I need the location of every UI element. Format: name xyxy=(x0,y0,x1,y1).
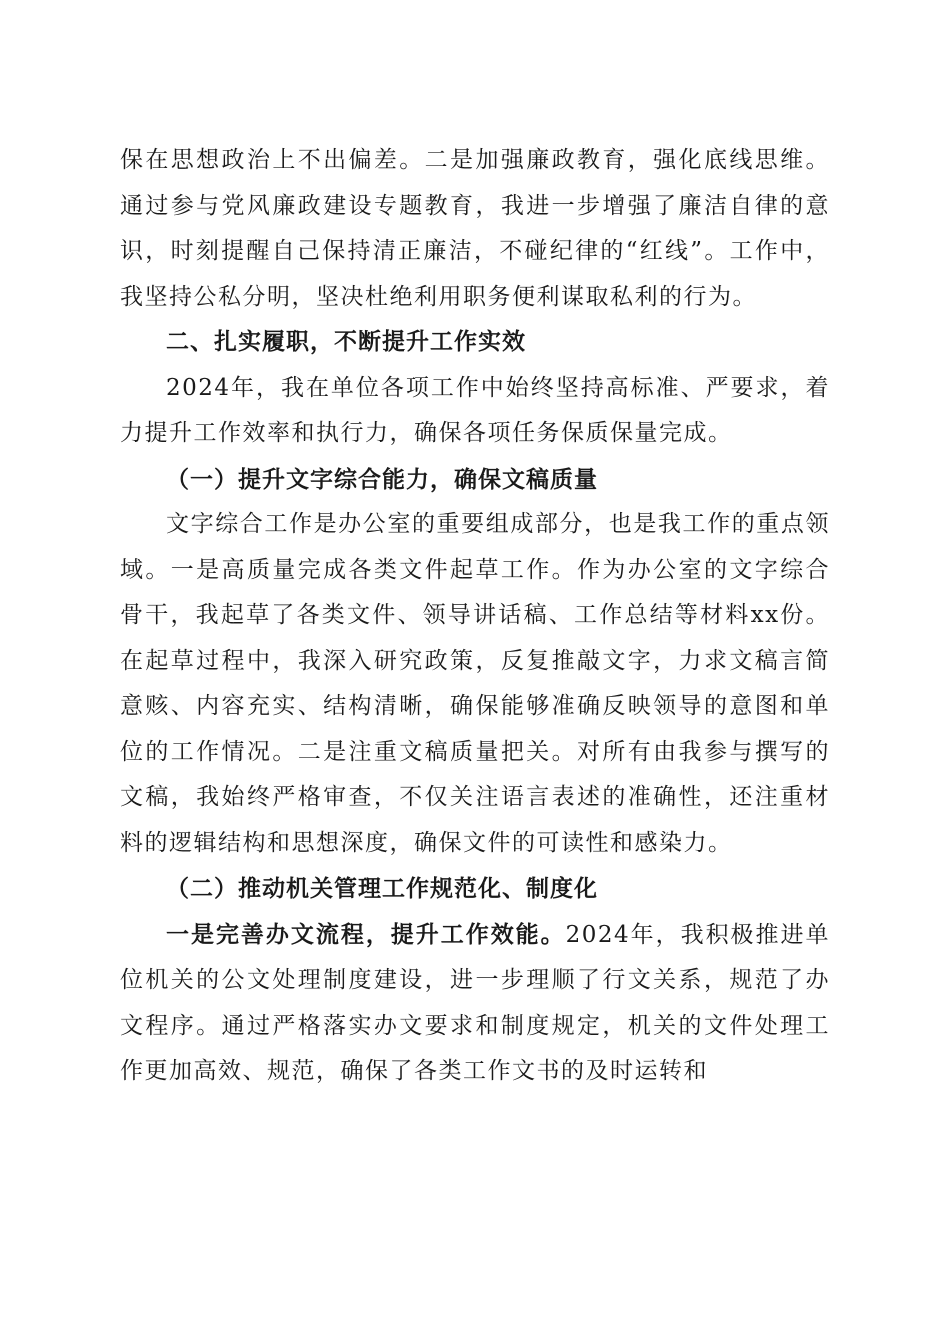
paragraph-lead-phrase: 一是完善办文流程，提升工作效能。 xyxy=(166,920,566,948)
paragraph-integrity-education: 保在思想政治上不出偏差。二是加强廉政教育，强化底线思维。通过参与党风廉政建设专题教育，我进一步增强了廉洁自律的意识，时刻提醒自己保持清正廉洁，不碰纪律的“红线”。工作中，我坚持公私分明，坚决杜绝利用职务便利谋取私利的行为。 xyxy=(120,147,830,310)
document-page xyxy=(120,138,830,1095)
paragraph-writing-work: 文字综合工作是办公室的重要组成部分，也是我工作的重点领域。一是高质量完成各类文件起草工作。作为办公室的文字综合骨干，我起草了各类文件、领导讲话稿、工作总结等材料xx份。在起草过程中，我深入研究政策，反复推敲文字，力求文稿言简意赅、内容充实、结构清晰，确保能够准确反映领导的意图和单位的工作情况。二是注重文稿质量把关。对所有由我参与撰写的文稿，我始终严格审查，不仅关注语言表述的准确性，还注重材料的逻辑结构和思想深度，确保文件的可读性和感染力。 xyxy=(120,511,830,856)
subheading-writing-ability: （一）提升文字综合能力，确保文稿质量 xyxy=(166,465,598,493)
subheading-management-standardization: （二）推动机关管理工作规范化、制度化 xyxy=(166,875,598,902)
paragraph-document-process xyxy=(120,912,830,1095)
paragraph-2024-summary: 2024年，我在单位各项工作中始终坚持高标准、严要求，着力提升工作效率和执行力，确保各项任务保质保量完成。 xyxy=(120,374,830,446)
section-heading-2: 二、扎实履职，不断提升工作实效 xyxy=(166,329,526,355)
paragraph-body-text: 2024年，我积极推进单位机关的公文处理制度建设，进一步理顺了行文关系，规范了办文程序。通过严格落实办文要求和制度规定，机关的文件处理工作更加高效、规范，确保了各类工作文书的及时运转和 xyxy=(120,921,830,1084)
